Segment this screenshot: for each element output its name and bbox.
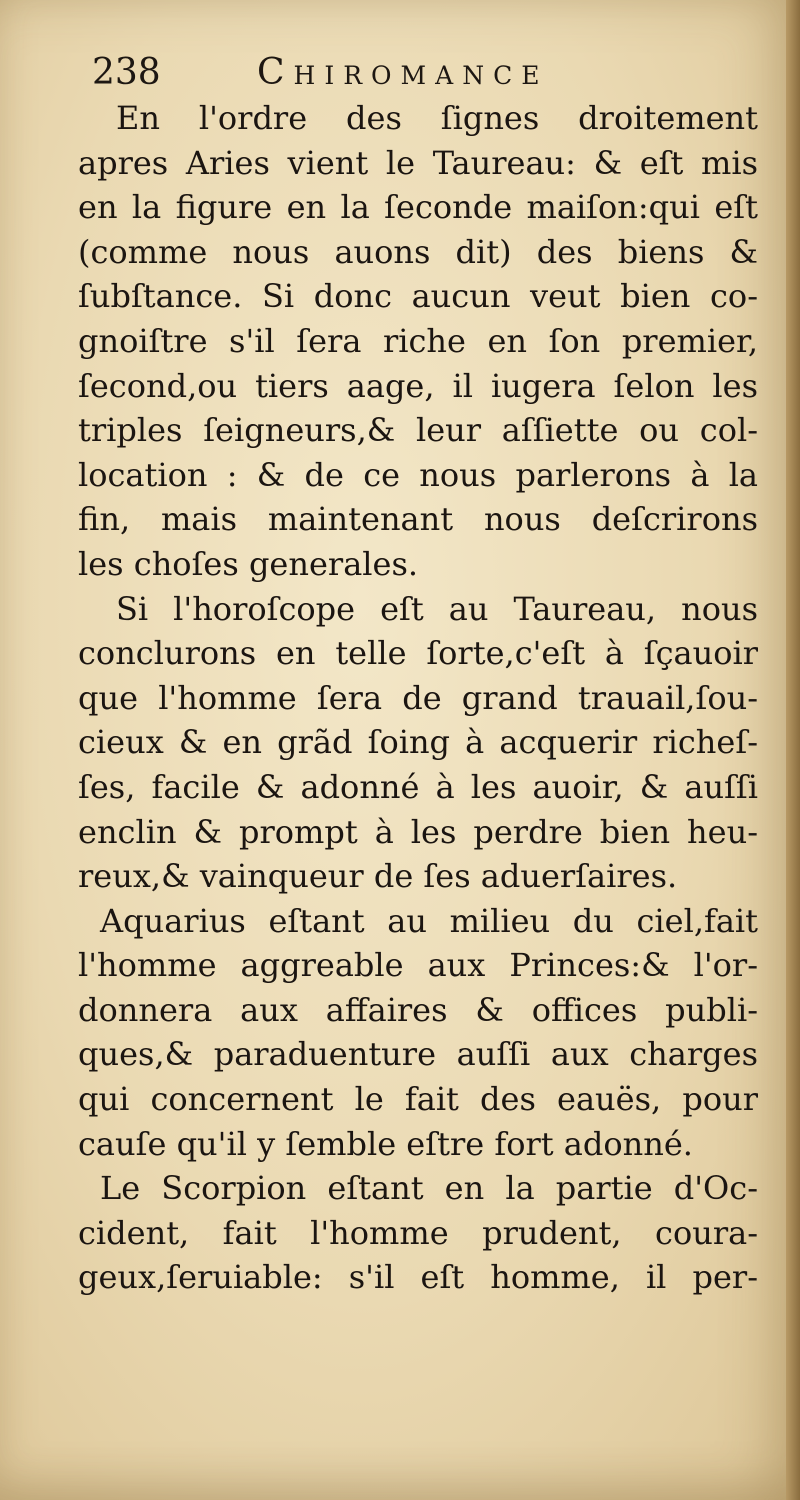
text-line: En l'ordre des ſignes droitement (116, 99, 758, 137)
text-line: les choſes generales. (78, 544, 419, 583)
text-line: cieux & en grãd ſoing à acquerir richeſ- (78, 723, 758, 762)
text-line: reux,& vainqueur de ſes aduerſaires. (78, 857, 678, 896)
text-line: cauſe qu'il y ſemble eſtre fort adonné. (78, 1124, 693, 1163)
page-edge (786, 0, 800, 1500)
text-line: fin, mais maintenant nous deſcrirons (78, 500, 758, 539)
text-line: l'homme aggreable aux Princes:& l'or- (78, 946, 758, 985)
text-line: location : & de ce nous parlerons à la (78, 455, 758, 494)
text-line: en la figure en la ſeconde maiſon:qui eſt (78, 188, 758, 227)
page-number: 238 (92, 52, 161, 93)
text-line: gnoiſtre s'il ſera riche en ſon premier, (78, 321, 758, 360)
text-line: ques,& paraduenture auſſi aux charges (78, 1035, 758, 1074)
running-head: Chiromance (257, 52, 549, 93)
text-line: ſes, facile & adonné à les auoir, & auſſi (78, 767, 758, 806)
text-line: geux,ſeruiable: s'il eſt homme, il per- (78, 1258, 758, 1297)
text-line: cident, fait l'homme prudent, coura- (78, 1213, 758, 1252)
text-line: donnera aux affaires & offices publi- (78, 990, 758, 1029)
text-line: Aquarius eſtant au milieu du ciel,fait (100, 901, 758, 940)
text-line: ſecond,ou tiers aage, il iugera ſelon les (78, 366, 758, 405)
text-line: qui concernent le fait des eauës, pour (78, 1080, 758, 1119)
text-line: enclin & prompt à les perdre bien heu- (78, 812, 758, 851)
page-header (92, 48, 692, 98)
body-text (78, 96, 758, 1300)
text-line: conclurons en telle ſorte,c'eſt à ſçauoir (78, 634, 758, 673)
text-line: Le Scorpion eſtant en la partie d'Oc- (100, 1169, 758, 1208)
text-line: apres Aries vient le Taureau: & eſt mis (78, 143, 758, 182)
text-line: que l'homme ſera de grand trauail,ſou- (78, 678, 758, 717)
text-line: triples ſeigneurs,& leur aſſiette ou col- (78, 411, 758, 450)
text-line: ſubſtance. Si donc aucun veut bien co- (78, 277, 758, 316)
text-line: Si l'horoſcope eſt au Taureau, nous (116, 589, 758, 628)
text-line: (comme nous auons dit) des biens & (78, 232, 758, 271)
